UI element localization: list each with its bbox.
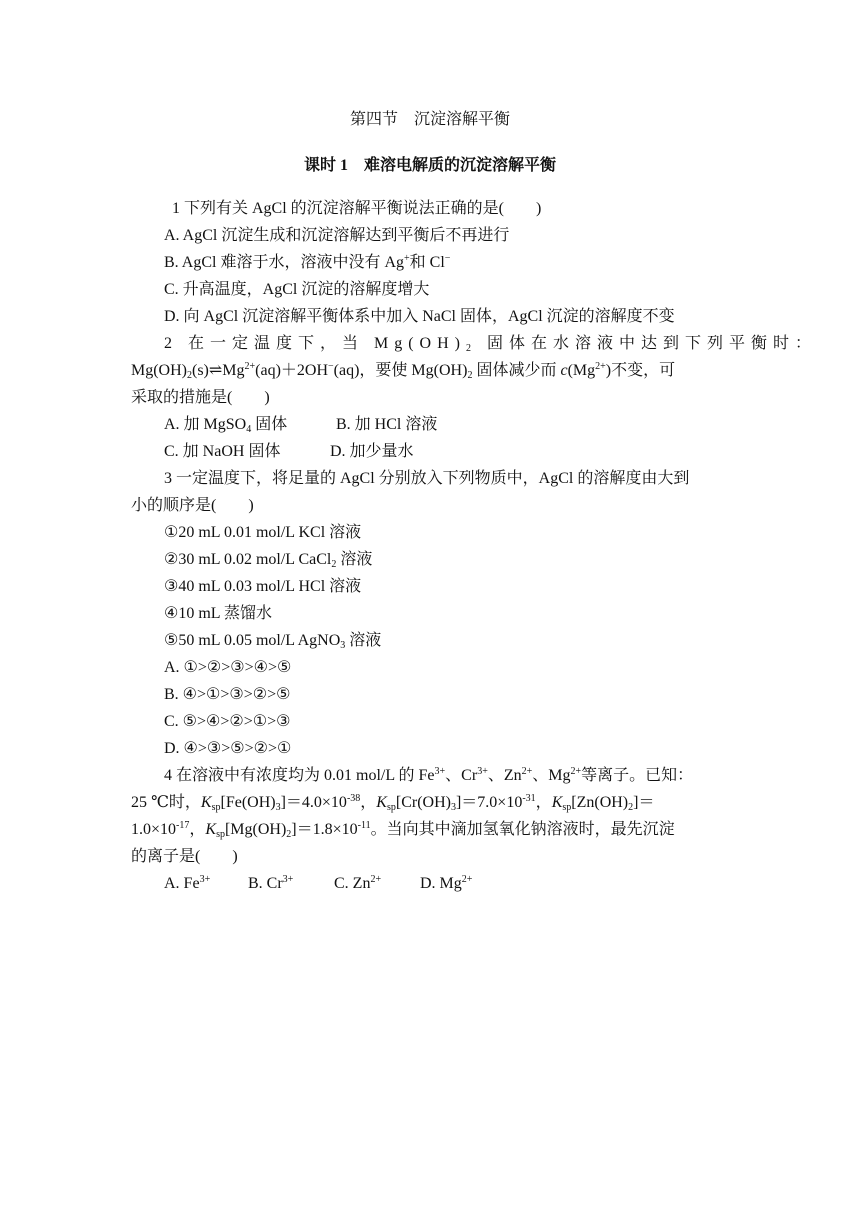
q2-option-c: C. 加 NaOH 固体 xyxy=(164,443,281,460)
lesson-title: 课时 1 难溶电解质的沉淀溶解平衡 xyxy=(303,157,556,174)
q3-option-c: C. ⑤>④>②>①>③ xyxy=(164,713,291,730)
q3-stem-line1: 3 一定温度下，将足量的 AgCl 分别放入下列物质中，AgCl 的溶解度由大到 xyxy=(164,470,690,487)
q3-option-a: A. ①>②>③>④>⑤ xyxy=(164,659,292,676)
q1-option-c: C. 升高温度，AgCl 沉淀的溶解度增大 xyxy=(164,281,430,298)
q3-option-b: B. ④>①>③>②>⑤ xyxy=(164,686,291,703)
q3-stem-line2: 小的顺序是( ) xyxy=(131,497,254,514)
q1-stem: 1 下列有关 AgCl 的沉淀溶解平衡说法正确的是( ) xyxy=(172,200,542,217)
q3-item-3: ③40 mL 0.03 mol/L HCl 溶液 xyxy=(164,578,362,595)
q2-stem-line1: 2 在一定温度下，当 $Mg(OH)_2$ 固体在水溶液中达到下列平衡时： xyxy=(164,335,818,354)
q3-item-5: ⑤50 mL 0.05 mol/L AgNO$_3$ 溶液 xyxy=(164,632,382,651)
q1-option-a: A. AgCl 沉淀生成和沉淀溶解达到平衡后不再进行 xyxy=(164,227,510,244)
q4-stem-line4: 的离子是( ) xyxy=(131,848,238,865)
q2-stem-line2: $Mg(OH)_2(s)\rightleftharpoons Mg^{2+}(aq)+2OH^-(aq)$，要使 $Mg(OH)_2$ 固体减少而 $c(Mg^{2+})$不变，可 xyxy=(131,361,676,381)
q3-item-2: ②30 mL 0.02 mol/L CaCl$_2$ 溶液 xyxy=(164,551,373,570)
q3-item-4: ④10 mL 蒸馏水 xyxy=(164,605,272,622)
q2-option-b: B. 加 HCl 溶液 xyxy=(336,416,438,433)
section-title: 第四节 沉淀溶解平衡 xyxy=(349,111,510,128)
q4-stem-line2: 25 ℃时，$K_{sp}[Fe(OH)_3]=4.0\times 10^{-38}$，$K_{sp}[Cr(OH)_3]=7.0\times 10^{-31}$，$K_{sp}[Zn(OH)_2]=$ xyxy=(131,793,655,813)
q4-option-c: C. $Zn^{2+}$ xyxy=(334,874,382,892)
q1-option-d: D. 向 AgCl 沉淀溶解平衡体系中加入 NaCl 固体，AgCl 沉淀的溶解度不变 xyxy=(164,308,675,325)
q4-option-a: A. $Fe^{3+}$ xyxy=(164,874,211,892)
q2-option-a: A. 加 MgSO$_4$ 固体 xyxy=(164,416,288,435)
q2-option-d: D. 加少量水 xyxy=(330,443,414,460)
q4-option-d: D. $Mg^{2+}$ xyxy=(420,874,473,892)
q3-option-d: D. ④>③>⑤>②>① xyxy=(164,740,292,757)
q2-stem-line3: 采取的措施是( ) xyxy=(131,389,270,406)
q4-stem-line3: $1.0\times 10^{-17}$，$K_{sp}[Mg(OH)_2]=1.8\times 10^{-11}$。当向其中滴加氢氧化钠溶液时，最先沉淀 xyxy=(131,820,675,840)
q1-option-b: B. AgCl 难溶于水，溶液中没有 Ag+和 Cl− xyxy=(164,253,451,271)
q3-item-1: ①20 mL 0.01 mol/L KCl 溶液 xyxy=(164,524,362,541)
q4-option-b: B. $Cr^{3+}$ xyxy=(248,874,294,892)
q4-stem-line1: 4 在溶液中有浓度均为 0.01 mol/L 的 $Fe^{3+}$、$Cr^{3+}$、$Zn^{2+}$、$Mg^{2+}$等离子。已知： xyxy=(164,766,694,784)
